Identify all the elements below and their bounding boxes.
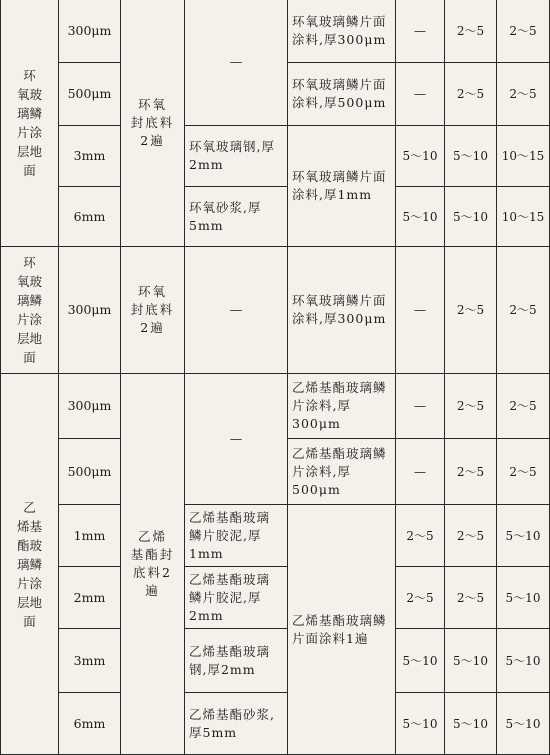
section-2-name-line-5: 层地: [16, 331, 43, 346]
value-b-cell: 5～10: [445, 187, 497, 247]
section-3-name-line-5: 片涂: [16, 575, 43, 591]
section-3-name-line-3: 酯玻: [16, 537, 43, 553]
value-b-cell: 5～10: [445, 693, 497, 755]
table-row: [1, 629, 550, 693]
thickness-cell: 3mm: [59, 629, 121, 693]
middle-layer-cell: 环氧玻璃钢,厚2mm: [185, 126, 288, 187]
topcoat-cell: 乙烯基酯玻璃鳞片涂料,厚500μm: [288, 439, 396, 505]
value-b-cell: 2～5: [445, 0, 497, 63]
value-b-cell: 2～5: [445, 63, 497, 126]
value-c-cell: 5～10: [497, 693, 550, 755]
middle-layer-cell: 乙烯基酯砂浆,厚5mm: [185, 693, 288, 755]
value-c-cell: 2～5: [497, 247, 550, 374]
value-c-cell: 2～5: [497, 374, 550, 439]
value-b-cell: 2～5: [445, 567, 497, 629]
section-2-name-line-3: 璃鳞: [16, 293, 43, 308]
section-2-name-line-2: 氧玻: [16, 274, 43, 289]
value-c-cell: 2～5: [497, 0, 550, 63]
value-a-cell: 5～10: [396, 187, 445, 247]
section-1-name-line-3: 璃鳞: [16, 105, 43, 121]
section-2-name-line-4: 片涂: [16, 312, 43, 327]
topcoat-cell: 环氧玻璃鳞片面涂料,厚1mm: [288, 126, 396, 247]
table-row: [1, 247, 550, 374]
middle-layer-cell: 乙烯基酯玻璃钢,厚2mm: [185, 629, 288, 693]
value-c-cell: 5～10: [497, 629, 550, 693]
thickness-cell: 6mm: [59, 187, 121, 247]
value-a-cell: 5～10: [396, 629, 445, 693]
section-3-name-line-6: 层地: [16, 594, 43, 610]
section-1-name-line-6: 面: [23, 162, 36, 178]
primer-cell: 环氧 封底料 2遍: [121, 247, 185, 374]
section-3-name: [1, 374, 59, 755]
table-row: [1, 126, 550, 187]
value-c-cell: 2～5: [497, 439, 550, 505]
table-row: [1, 187, 550, 247]
thickness-cell: 300μm: [59, 374, 121, 439]
value-b-cell: 5～10: [445, 629, 497, 693]
value-b-cell: 5～10: [445, 126, 497, 187]
value-c-cell: 5～10: [497, 567, 550, 629]
value-a-cell: 2～5: [396, 505, 445, 567]
table-row: [1, 0, 550, 63]
value-a-cell: —: [396, 0, 445, 63]
thickness-cell: 1mm: [59, 505, 121, 567]
section-3-name-line-2: 烯基: [16, 518, 43, 534]
value-c-cell: 5～10: [497, 505, 550, 567]
value-a-cell: 5～10: [396, 693, 445, 755]
topcoat-cell: 乙烯基酯玻璃鳞片涂料,厚300μm: [288, 374, 396, 439]
table-row: [1, 693, 550, 755]
table-row: [1, 567, 550, 629]
value-b-cell: 2～5: [445, 505, 497, 567]
primer-cell: 环氧 封底料 2遍: [121, 0, 185, 247]
primer-cell: 乙烯 基酯封 底料2 遍: [121, 374, 185, 755]
section-1-name-line-2: 氧玻: [16, 86, 43, 102]
thickness-cell: 300μm: [59, 0, 121, 63]
value-a-cell: —: [396, 439, 445, 505]
section-1-name-line-5: 层地: [16, 143, 43, 159]
section-1-name-line-4: 片涂: [16, 124, 43, 140]
value-c-cell: 2～5: [497, 63, 550, 126]
middle-layer-cell: —: [185, 247, 288, 374]
value-a-cell: —: [396, 374, 445, 439]
value-b-cell: 2～5: [445, 439, 497, 505]
thickness-cell: 6mm: [59, 693, 121, 755]
value-a-cell: —: [396, 247, 445, 374]
topcoat-cell: 乙烯基酯玻璃鳞片面涂料1遍: [288, 505, 396, 755]
section-1-name-line-1: 环: [23, 67, 36, 83]
table-row: [1, 374, 550, 439]
table-row: [1, 505, 550, 567]
thickness-cell: 3mm: [59, 126, 121, 187]
section-2-name-line-6: 面: [23, 350, 36, 365]
section-1-name: [1, 0, 59, 247]
thickness-cell: 300μm: [59, 247, 121, 374]
section-3-name-line-4: 璃鳞: [16, 556, 43, 572]
topcoat-cell: 环氧玻璃鳞片面涂料,厚500μm: [288, 63, 396, 126]
value-a-cell: —: [396, 63, 445, 126]
thickness-cell: 500μm: [59, 439, 121, 505]
value-c-cell: 10～15: [497, 187, 550, 247]
section-3-name-line-7: 面: [23, 613, 36, 629]
thickness-cell: 500μm: [59, 63, 121, 126]
value-c-cell: 10～15: [497, 126, 550, 187]
value-a-cell: 5～10: [396, 126, 445, 187]
thickness-cell: 2mm: [59, 567, 121, 629]
middle-layer-cell: 乙烯基酯玻璃鳞片胶泥,厚1mm: [185, 505, 288, 567]
middle-layer-cell: 环氧砂浆,厚5mm: [185, 187, 288, 247]
section-2-name-line-1: 环: [23, 255, 36, 270]
section-3-name-line-1: 乙: [23, 499, 36, 515]
middle-layer-cell: 乙烯基酯玻璃鳞片胶泥,厚2mm: [185, 567, 288, 629]
value-b-cell: 2～5: [445, 247, 497, 374]
value-a-cell: 2～5: [396, 567, 445, 629]
topcoat-cell: 环氧玻璃鳞片面涂料,厚300μm: [288, 247, 396, 374]
topcoat-cell: 环氧玻璃鳞片面涂料,厚300μm: [288, 0, 396, 63]
section-2-name: [1, 247, 59, 374]
value-b-cell: 2～5: [445, 374, 497, 439]
middle-layer-cell: —: [185, 374, 288, 505]
middle-layer-cell: —: [185, 0, 288, 126]
